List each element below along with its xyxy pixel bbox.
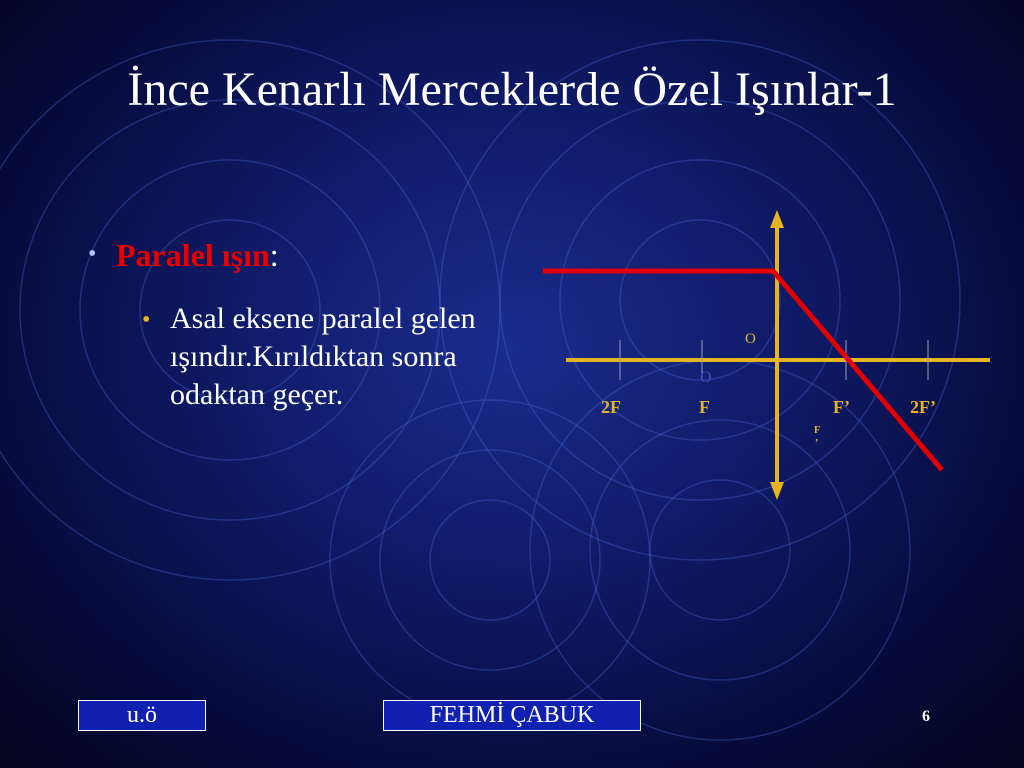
parallel-ray (543, 271, 942, 470)
label-small-f: F (814, 425, 821, 436)
label-center-o: O (745, 331, 756, 347)
footer-left-label: u.ö (78, 700, 206, 731)
sub-bullet-dot-icon: • (142, 307, 151, 333)
bullet-dot-icon: • (88, 241, 97, 267)
page-number: 6 (922, 708, 930, 725)
slide-title: İnce Kenarlı Merceklerde Özel Işınlar-1 (127, 63, 897, 116)
lens-bottom-arrow-icon (770, 482, 784, 500)
label-faint-o: O (700, 369, 712, 386)
parallel-ray-label: Paralel ışın (116, 237, 270, 273)
label-2f: 2F (601, 397, 621, 417)
lens-top-arrow-icon (770, 210, 784, 228)
label-2f-prime: 2F’ (910, 397, 936, 417)
parallel-ray-colon: : (269, 237, 279, 273)
label-f: F (699, 397, 710, 417)
sub-bullet-text: Asal eksene paralel gelen ışındır.Kırıldıktan sonra odaktan geçer. (170, 302, 476, 411)
label-f-prime: F’ (833, 397, 850, 417)
footer-author-label: FEHMİ ÇABUK (383, 700, 641, 731)
label-small-quote: ’ (815, 438, 819, 449)
